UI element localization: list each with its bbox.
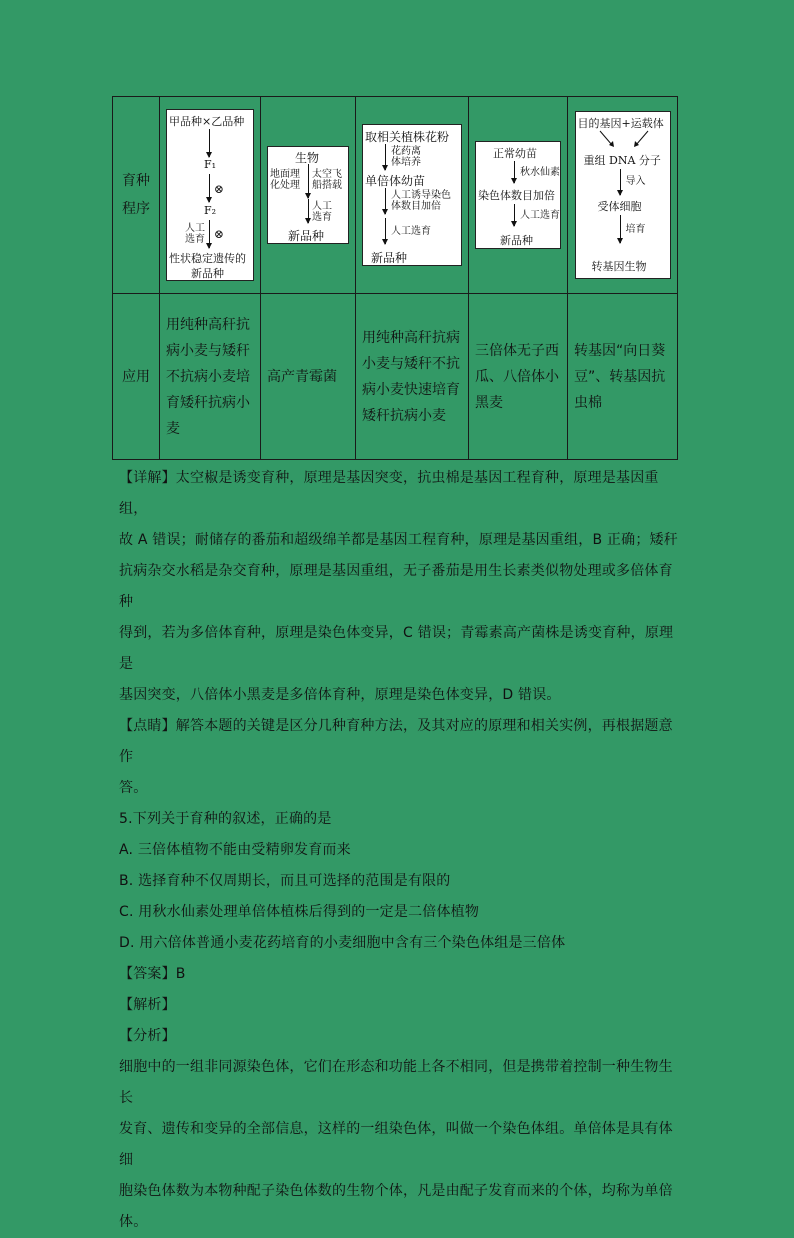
diagram-text: 目的基因+运载体 bbox=[577, 117, 664, 130]
answer-line: 【答案】B bbox=[119, 966, 186, 982]
diagram-text: 太空飞 bbox=[312, 169, 342, 180]
down-arrow-icon bbox=[308, 199, 309, 223]
header-line: 程序 bbox=[122, 201, 150, 217]
app-line: 转基因“向日葵 bbox=[574, 342, 666, 359]
app-line: 虫棉 bbox=[574, 394, 602, 411]
question-stem: 5.下列关于育种的叙述，正确的是 bbox=[119, 811, 332, 827]
app-line: 育矮秆抗病小 bbox=[166, 394, 250, 411]
text-line: 基因突变，八倍体小黑麦是多倍体育种，原理是染色体变异，D 错误。 bbox=[119, 687, 561, 703]
diagram-text: 选育 bbox=[185, 234, 205, 245]
diagram-text: 体培养 bbox=[391, 157, 421, 168]
diagram-text: 人工 bbox=[312, 201, 332, 212]
diagram-text: 新品种 bbox=[500, 234, 533, 247]
diagram-text: 正常幼苗 bbox=[493, 147, 537, 160]
diagram-text: 地面理 bbox=[270, 169, 300, 180]
selfing-icon: ⊗ bbox=[214, 227, 225, 241]
down-arrow-icon bbox=[385, 144, 386, 170]
diagram-text: 性状稳定遗传的 bbox=[169, 252, 246, 265]
analysis-subheading: 【分析】 bbox=[119, 1028, 176, 1044]
diagram-text: 导入 bbox=[625, 176, 646, 187]
app-cell-mutation bbox=[261, 294, 356, 460]
diagram-text: 单倍体幼苗 bbox=[365, 174, 426, 188]
diagram-text: F₂ bbox=[204, 204, 217, 217]
down-arrow-icon bbox=[385, 188, 386, 214]
app-line: 麦 bbox=[166, 420, 180, 437]
diagram-text: 人工选育 bbox=[391, 226, 431, 237]
breeding-table bbox=[112, 96, 678, 460]
app-cell-genetic bbox=[568, 294, 678, 460]
diagram-text: 人工诱导染色 bbox=[391, 190, 451, 201]
header-line: 育种 bbox=[122, 173, 150, 189]
diagram-hybrid bbox=[166, 109, 254, 281]
app-line: 病小麦快速培育 bbox=[362, 381, 460, 398]
diagram-text: 新品种 bbox=[191, 267, 224, 280]
diagram-text: 甲品种×乙品种 bbox=[169, 115, 245, 128]
down-arrow-icon bbox=[209, 174, 210, 202]
option-d: D. 用六倍体普通小麦花药培育的小麦细胞中含有三个染色体组是三倍体 bbox=[119, 935, 566, 951]
text-line: 答。 bbox=[119, 780, 148, 796]
down-arrow-icon bbox=[385, 218, 386, 244]
diagram-text: 取相关植株花粉 bbox=[365, 130, 450, 144]
down-arrow-icon bbox=[514, 161, 515, 183]
diagram-text: 人工 bbox=[185, 223, 205, 234]
analysis-heading: 【解析】 bbox=[119, 997, 176, 1013]
selfing-icon: ⊗ bbox=[214, 182, 225, 196]
app-line: 用纯种高秆抗 bbox=[166, 316, 250, 333]
app-line: 病小麦与矮秆 bbox=[166, 342, 250, 359]
diagram-text: 秋水仙素 bbox=[520, 167, 560, 178]
app-cell-polyploid bbox=[469, 294, 568, 460]
text-line: 细胞中的一组非同源染色体，它们在形态和功能上各不相同，但是携带着控制一种生物生长 bbox=[119, 1059, 673, 1106]
down-arrow-icon bbox=[209, 220, 210, 248]
text-line: 故 A 错误；耐储存的番茄和超级绵羊都是基因工程育种，原理是基因重组，B 正确；矮秆 bbox=[119, 532, 678, 548]
row-header-procedure bbox=[113, 97, 160, 294]
app-line: 矮秆抗病小麦 bbox=[362, 407, 446, 424]
app-cell-hybrid bbox=[160, 294, 261, 460]
option-a: A. 三倍体植物不能由受精卵发育而来 bbox=[119, 842, 351, 858]
text-line: 【详解】太空椒是诱变育种，原理是基因突变，抗虫棉是基因工程育种，原理是基因重组， bbox=[119, 470, 659, 517]
row-header-application: 应用 bbox=[113, 294, 160, 460]
diagram-text: 船搭载 bbox=[312, 180, 342, 191]
diagram-text: 培育 bbox=[625, 224, 646, 235]
option-c: C. 用秋水仙素处理单倍体植株后得到的一定是二倍体植物 bbox=[119, 904, 480, 920]
diagram-text: 选育 bbox=[312, 212, 332, 223]
text-line: 得到，若为多倍体育种，原理是染色体变异，C 错误；青霉素高产菌株是诱变育种，原理是 bbox=[119, 625, 674, 672]
app-line: 豆”、转基因抗 bbox=[574, 368, 666, 385]
app-line: 三倍体无子西 bbox=[475, 342, 559, 359]
diagram-text: 染色体数目加倍 bbox=[478, 189, 555, 202]
diagram-text: 受体细胞 bbox=[597, 200, 642, 213]
diagram-text: 新品种 bbox=[371, 251, 408, 265]
down-arrow-icon bbox=[308, 164, 309, 198]
diagram-text: 新品种 bbox=[288, 229, 325, 243]
cell-diagram-polyploid bbox=[469, 97, 568, 294]
diagram-genetic bbox=[575, 111, 671, 279]
explanation-text bbox=[119, 463, 679, 1238]
down-arrow-icon bbox=[620, 215, 621, 243]
converging-arrows-icon bbox=[576, 129, 672, 151]
app-line: 用纯种高秆抗病 bbox=[362, 329, 460, 346]
diagram-polyploid bbox=[475, 141, 561, 249]
text-line: 发育、遗传和变异的全部信息，这样的一组染色体，叫做一个染色体组。单倍体是具有体细 bbox=[119, 1121, 673, 1168]
diagram-text: 人工选育 bbox=[520, 210, 560, 221]
diagram-text: 化处理 bbox=[270, 180, 300, 191]
down-arrow-icon bbox=[514, 204, 515, 226]
diagram-text: 重组 DNA 分子 bbox=[583, 154, 661, 167]
diagram-text: 体数目加倍 bbox=[391, 201, 441, 212]
cell-diagram-mutation bbox=[261, 97, 356, 294]
cell-diagram-hybrid bbox=[160, 97, 261, 294]
cell-diagram-genetic bbox=[568, 97, 678, 294]
diagram-text: 花药离 bbox=[391, 146, 421, 157]
app-line: 高产青霉菌 bbox=[267, 368, 337, 385]
app-line: 小麦与矮秆不抗 bbox=[362, 355, 460, 372]
diagram-text: 生物 bbox=[295, 151, 320, 165]
text-line: 胞染色体数为本物种配子染色体数的生物个体，凡是由配子发育而来的个体，均称为单倍体。 bbox=[119, 1183, 673, 1230]
app-line: 黑麦 bbox=[475, 394, 503, 411]
app-line: 不抗病小麦培 bbox=[166, 368, 250, 385]
diagram-haploid bbox=[362, 124, 462, 266]
diagram-text: F₁ bbox=[204, 158, 217, 171]
text-line: 抗病杂交水稻是杂交育种，原理是基因重组，无子番茄是用生长素类似物处理或多倍体育种 bbox=[119, 563, 673, 610]
app-line: 瓜、八倍体小 bbox=[475, 368, 559, 385]
diagram-mutation bbox=[267, 146, 349, 244]
down-arrow-icon bbox=[209, 129, 210, 157]
text-line: 【点睛】解答本题的关键是区分几种育种方法，及其对应的原理和相关实例，再根据题意作 bbox=[119, 718, 673, 765]
app-cell-haploid bbox=[356, 294, 469, 460]
diagram-text: 转基因生物 bbox=[591, 260, 647, 273]
down-arrow-icon bbox=[620, 169, 621, 195]
cell-diagram-haploid bbox=[356, 97, 469, 294]
option-b: B. 选择育种不仅周期长，而且可选择的范围是有限的 bbox=[119, 873, 451, 889]
